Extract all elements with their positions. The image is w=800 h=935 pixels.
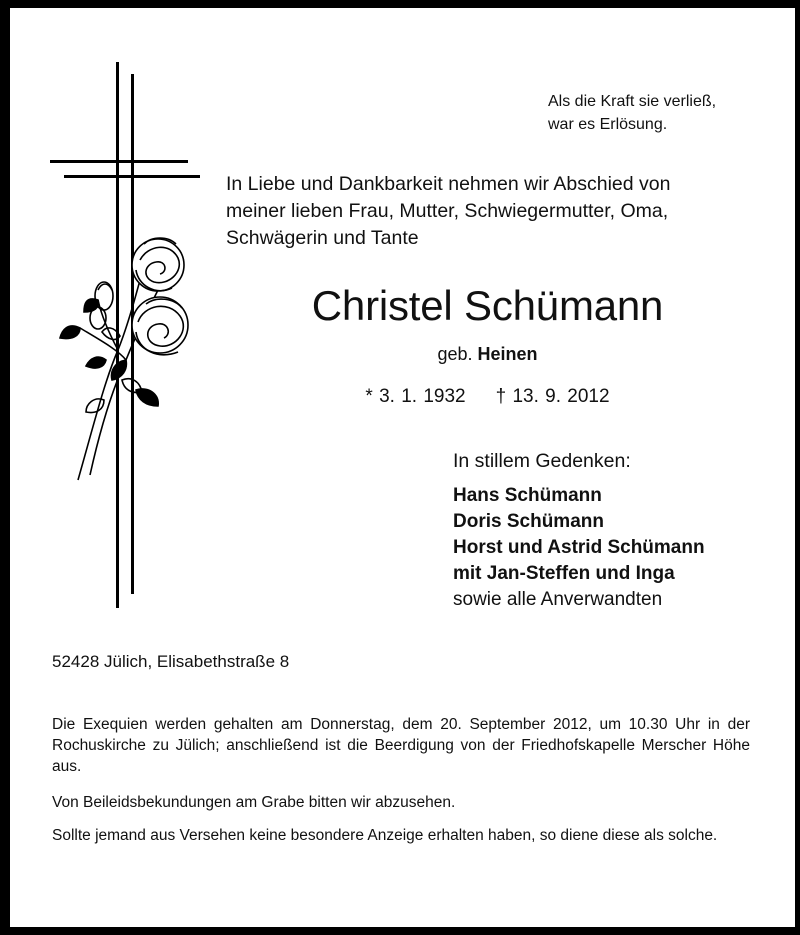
death-date: † 13. 9. 2012 (495, 386, 610, 407)
motto (548, 90, 716, 136)
cross-icon (40, 60, 210, 620)
intro-text (226, 171, 750, 252)
life-dates (0, 386, 800, 408)
birth-name (0, 344, 800, 365)
funeral-info: Die Exequien werden gehalten am Donnerstag, dem 20. September 2012, um 10.30 Uhr in der Rochuskirche zu Jülich; anschließend ist die Beerdigung von der Friedhofskapelle Merscher Höhe aus. (52, 716, 750, 775)
mourner-name: mit Jan-Steffen und Inga (453, 563, 675, 584)
motto-line: war es Erlösung. (548, 116, 668, 133)
mourner-name: Horst und Astrid Schümann (453, 537, 705, 558)
birth-prefix: geb. (437, 344, 473, 364)
birth-date: * 3. 1. 1932 (365, 386, 466, 407)
mourner-name: Doris Schümann (453, 511, 604, 532)
intro-line: meiner lieben Frau, Mutter, Schwiegermutter, Oma, (226, 200, 669, 222)
deceased-name: Christel Schümann (311, 282, 664, 329)
motto-line: Als die Kraft sie verließ, (548, 93, 717, 110)
mourners-heading: In stillem Gedenken: (453, 450, 631, 472)
mourners-others: sowie alle Anverwandten (453, 589, 663, 610)
notice-note: Sollte jemand aus Versehen keine besondere Anzeige erhalten haben, so diene diese als solche. (52, 827, 718, 844)
condolence-note: Von Beileidsbekundungen am Grabe bitten wir abzusehen. (52, 794, 456, 811)
address: 52428 Jülich, Elisabethstraße 8 (52, 652, 290, 671)
maiden-name: Heinen (477, 344, 538, 364)
intro-line: Schwägerin und Tante (226, 227, 419, 249)
intro-line: In Liebe und Dankbarkeit nehmen wir Abschied von (226, 173, 671, 195)
mourner-name: Hans Schümann (453, 485, 602, 506)
mourners-list (453, 483, 705, 613)
